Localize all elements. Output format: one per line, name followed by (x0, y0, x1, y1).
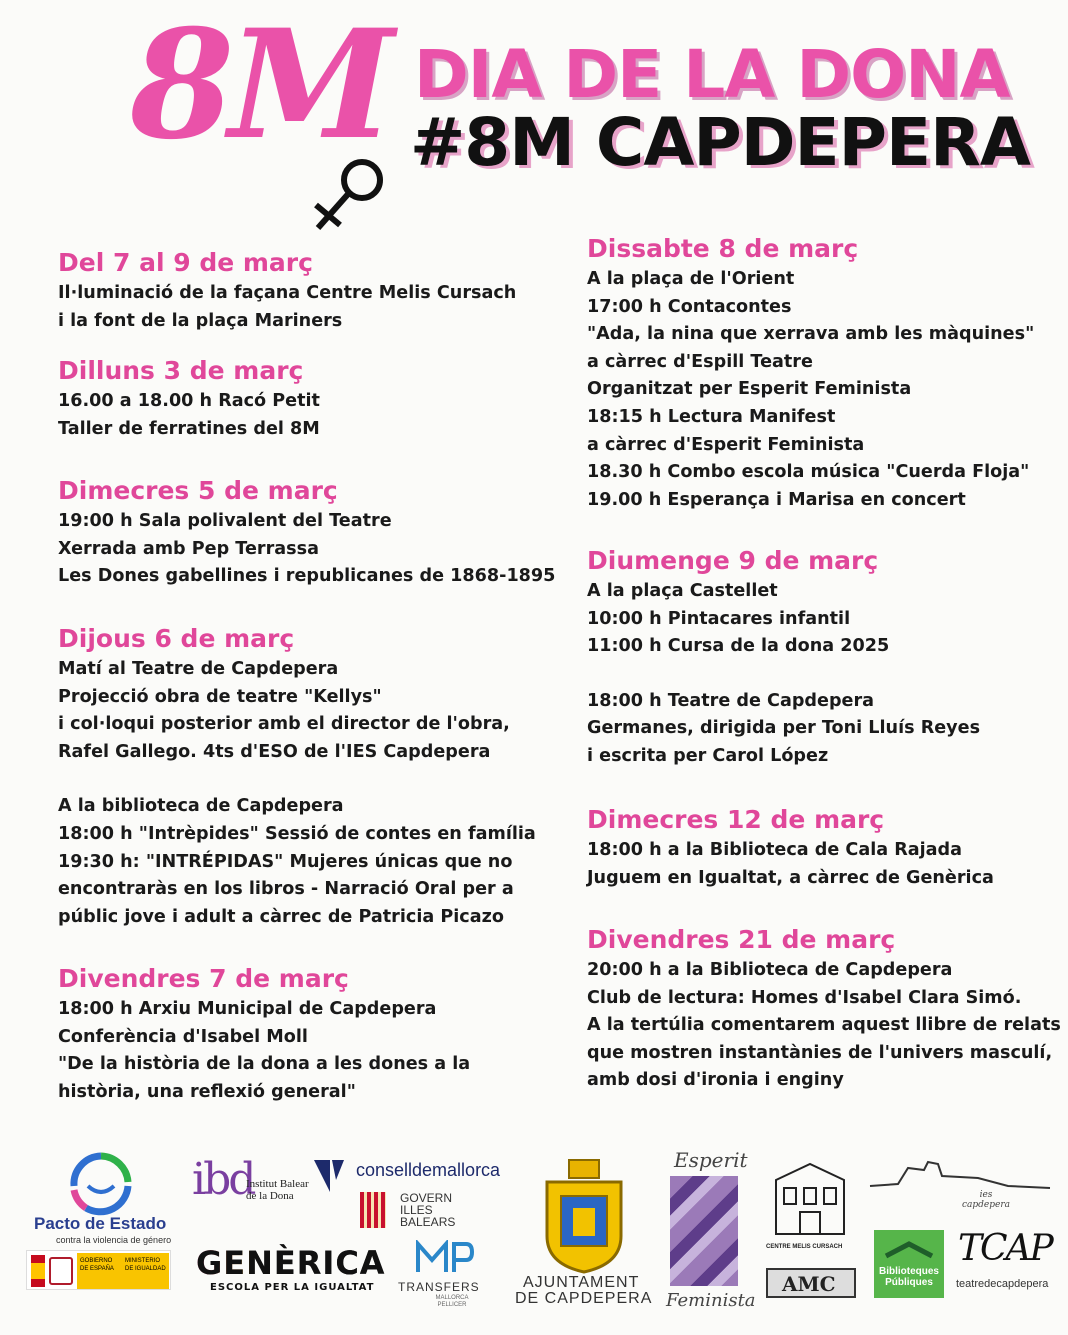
sponsor-logos (0, 1140, 1068, 1335)
event-date: Dijous 6 de març (58, 624, 295, 653)
event-line: 18:00 h Arxiu Municipal de Capdepera (58, 999, 437, 1019)
building-icon (770, 1160, 850, 1240)
ies-name: ies capdepera (961, 1190, 1010, 1210)
gov-label-2: MINISTERIO DE IGUALDAD (125, 1258, 166, 1272)
event-line: encontraràs en los libros - Narració Oral per a (58, 879, 514, 900)
event-line: 19.00 h Esperança i Marisa en concert (587, 489, 966, 510)
event-line: Club de lectura: Homes d'Isabel Clara Simó. (587, 987, 1022, 1008)
esperit-word: Esperit (674, 1148, 748, 1172)
event-line: 16.00 a 18.00 h Racó Petit (58, 391, 320, 411)
biblioteques-publiques-logo (874, 1230, 944, 1298)
event-line: Taller de ferratines del 8M (58, 418, 320, 439)
event-section (58, 476, 558, 591)
venus-symbol-icon (300, 150, 400, 240)
event-line: i col·loqui posterior amb el director de l'obra, (58, 714, 510, 735)
govern-name: GOVERN ILLES BALEARS (400, 1191, 456, 1229)
event-line: 11:00 h Cursa de la dona 2025 (587, 636, 890, 657)
event-line: Xerrada amb Pep Terrassa (58, 538, 319, 559)
biblio-name: Biblioteques Públiques (878, 1266, 939, 1288)
govern-flag-icon (360, 1192, 386, 1228)
gobierno-espana-logo (26, 1250, 171, 1290)
8m-logo: 8M (130, 0, 389, 173)
event-line: història, una reflexió general" (58, 1081, 356, 1102)
event-line: 18:15 h Lectura Manifest (587, 406, 836, 427)
title-dia-de-la-dona: DIA DE LA DONA (414, 36, 1010, 113)
tcap-name: teatredecapdepera (956, 1278, 1049, 1290)
event-line: A la tertúlia comentarem aquest llibre de relats (587, 1015, 1061, 1036)
event-line: 18:00 h a la Biblioteca de Cala Rajada (587, 840, 963, 860)
event-section (58, 624, 558, 931)
event-section (587, 546, 1057, 771)
event-line: A la plaça de l'Orient (587, 269, 795, 289)
event-line: 19:30 h: "INTRÉPIDAS" Mujeres únicas que no (58, 851, 513, 872)
event-section (58, 356, 558, 443)
event-line: 20:00 h a la Biblioteca de Capdepera (587, 960, 953, 980)
event-line: Conferència d'Isabel Moll (58, 1026, 308, 1047)
transfers-subtitle: MALLORCA PELLICER (435, 1295, 469, 1308)
pacto-subtitle: contra la violencia de género (56, 1235, 172, 1245)
ajuntament-crest-icon (539, 1156, 629, 1276)
event-line: 18.30 h Combo escola música "Cuerda Floja" (587, 462, 1030, 483)
transfers-mark-icon (414, 1240, 474, 1276)
event-line: Les Dones gabellines i republicanes de 1868-1895 (58, 566, 556, 587)
event-date: Dilluns 3 de març (58, 356, 304, 385)
event-line: 10:00 h Pintacares infantil (587, 608, 851, 629)
event-line: Germanes, dirigida per Toni Lluís Reyes (587, 718, 981, 739)
event-line: Il·luminació de la façana Centre Melis Cursach (58, 283, 517, 303)
event-line: i escrita per Carol López (587, 745, 829, 766)
ies-capdepera-logo (868, 1156, 1052, 1216)
generica-logo (196, 1244, 386, 1304)
coat-of-arms-icon (49, 1257, 73, 1285)
event-line: 18:00 h Teatre de Capdepera (587, 690, 875, 711)
generica-subtitle: ESCOLA PER LA IGUALTAT (210, 1282, 375, 1293)
event-line: A la biblioteca de Capdepera (58, 796, 344, 817)
event-date: Dimecres 5 de març (58, 476, 338, 505)
event-date: Del 7 al 9 de març (58, 248, 313, 277)
event-section (587, 925, 1061, 1095)
event-date: Divendres 7 de març (58, 964, 349, 993)
event-date: Diumenge 9 de març (587, 546, 879, 575)
event-line: a càrrec d'Esperit Feminista (587, 434, 865, 455)
institut-balear-dona-logo (192, 1154, 312, 1234)
event-line: Projecció obra de teatre "Kellys" (58, 686, 382, 707)
book-icon (874, 1236, 944, 1266)
teatre-capdepera-logo (950, 1228, 1060, 1298)
event-date: Divendres 21 de març (587, 925, 896, 954)
melis-name: CENTRE MELIS CURSACH (766, 1244, 843, 1250)
event-date: Dimecres 12 de març (587, 805, 885, 834)
pacto-de-estado-logo (26, 1146, 176, 1246)
event-section (587, 805, 1057, 892)
centre-melis-cursach-logo (766, 1160, 856, 1260)
event-line: públic jove i adult a càrrec de Patricia Picazo (58, 906, 504, 927)
ministry-band (77, 1253, 169, 1289)
govern-illes-balears-logo (360, 1188, 470, 1232)
transfers-logo (398, 1240, 498, 1308)
ibd-mark: ibd (192, 1154, 254, 1205)
consell-name: conselldemallorca (356, 1160, 501, 1180)
pacto-ring-icon (26, 1146, 176, 1216)
event-date: Dissabte 8 de març (587, 234, 859, 263)
event-line: Juguem en Igualtat, a càrrec de Genèrica (587, 867, 994, 888)
esperit-pattern-icon (670, 1176, 738, 1286)
title-8m-capdepera: #8M CAPDEPERA (410, 104, 1030, 181)
amc-logo (766, 1268, 856, 1298)
event-line: Matí al Teatre de Capdepera (58, 659, 339, 679)
event-line: a càrrec d'Espill Teatre (587, 351, 813, 372)
gov-label-1: GOBIERNO DE ESPAÑA (80, 1258, 114, 1272)
event-line: que mostren instantànies de l'univers masculí, (587, 1042, 1053, 1063)
event-line: Rafel Gallego. 4ts d'ESO de l'IES Capdepera (58, 741, 491, 762)
ajuntament-line2: DE CAPDEPERA (515, 1290, 653, 1307)
event-section (58, 964, 558, 1106)
ibd-name: Institut Balear de la Dona (246, 1178, 309, 1202)
tcap-mark: TCAP (958, 1228, 1052, 1269)
ajuntament-line1: AJUNTAMENT (523, 1274, 640, 1291)
feminista-word: Feminista (666, 1290, 756, 1311)
event-line: A la plaça Castellet (587, 581, 778, 601)
esperit-feminista-logo (662, 1148, 756, 1316)
event-line: 19:00 h Sala polivalent del Teatre (58, 511, 392, 531)
event-section (587, 234, 1057, 514)
event-line: 18:00 h "Intrèpides" Sessió de contes en família (58, 823, 536, 844)
amc-text: AMC (782, 1272, 836, 1296)
ajuntament-capdepera-logo (515, 1156, 655, 1306)
event-line: "Ada, la nina que xerrava amb les màquines" (587, 324, 1035, 345)
generica-title: GENÈRICA (196, 1244, 386, 1282)
event-line: Organitzat per Esperit Feminista (587, 379, 912, 400)
event-line: i la font de la plaça Mariners (58, 310, 343, 331)
consell-mark-icon (312, 1158, 346, 1194)
transfers-name: TRANSFERS (398, 1280, 480, 1294)
event-line: amb dosi d'ironia i enginy (587, 1070, 844, 1091)
spain-flag-icon (31, 1255, 45, 1287)
event-line: "De la història de la dona a les dones a la (58, 1054, 471, 1075)
event-line: 17:00 h Contacontes (587, 296, 792, 317)
pacto-title: Pacto de Estado (34, 1214, 167, 1233)
event-section (58, 248, 558, 335)
poster-header (0, 0, 1068, 240)
